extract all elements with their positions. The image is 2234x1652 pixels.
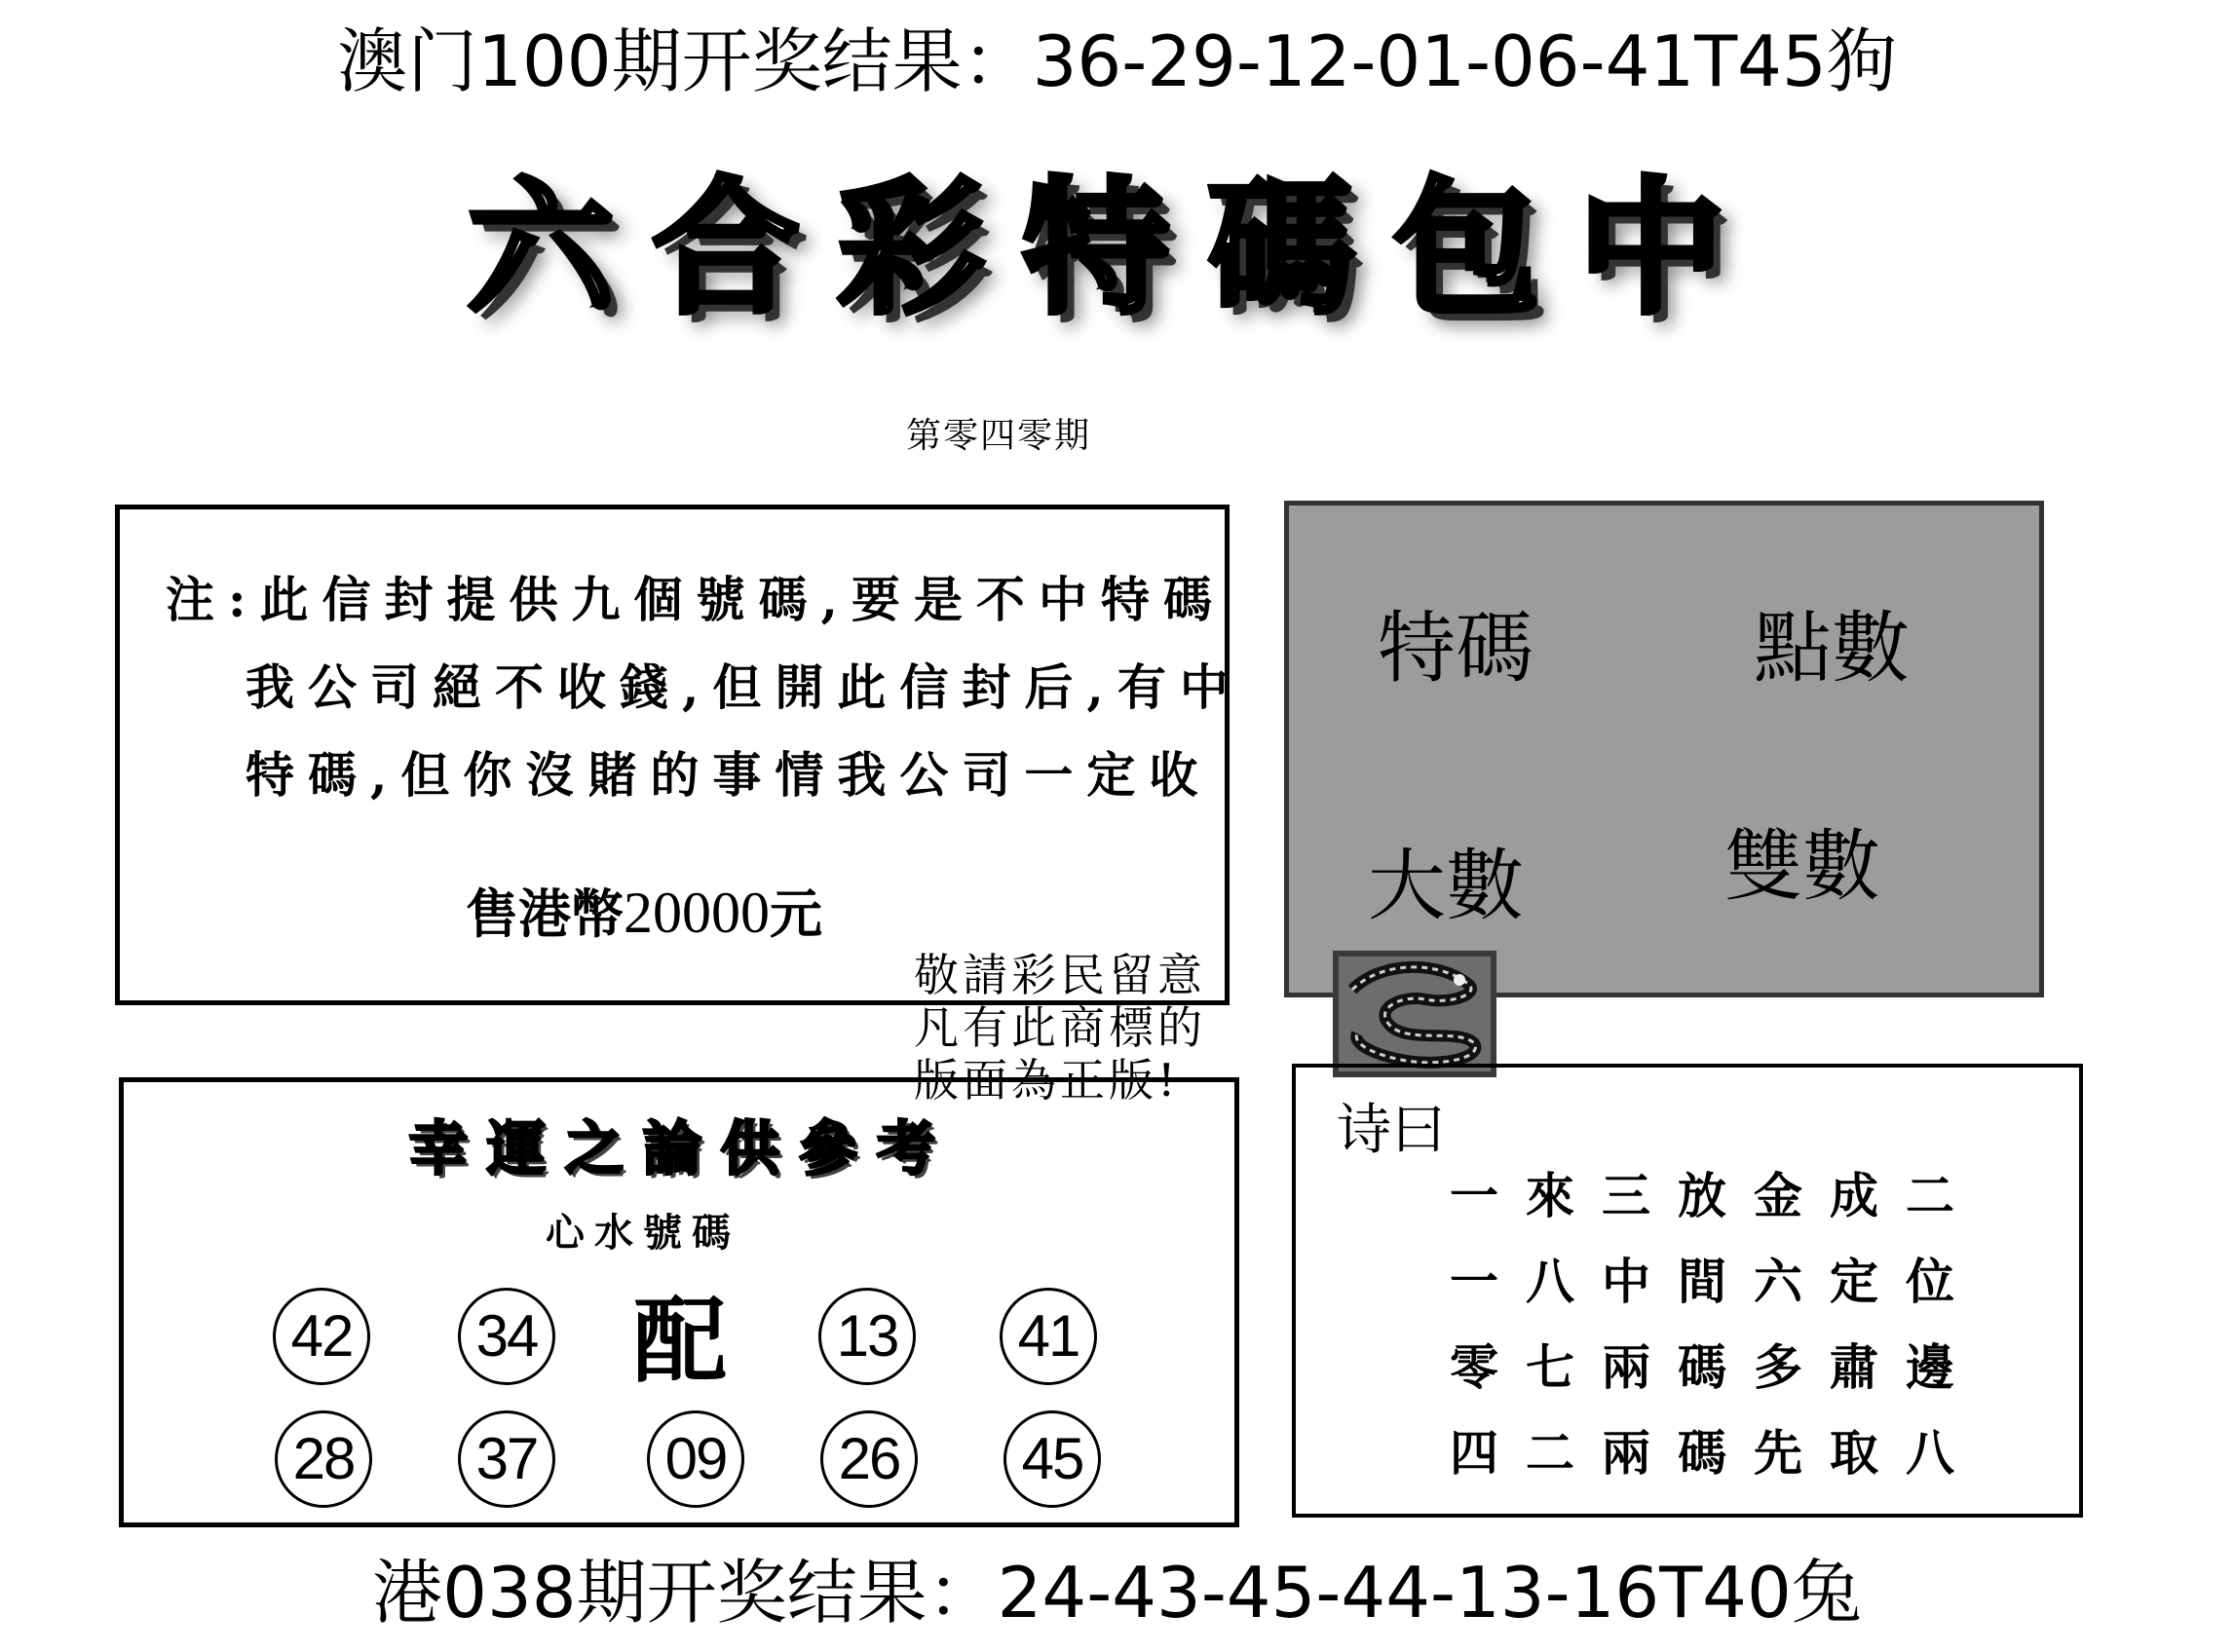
top-draw-result: 澳门100期开奖结果：36-29-12-01-06-41T45狗 <box>337 20 1897 102</box>
notice-line: 注:此信封提供九個號碼,要是不中特碼 <box>166 571 1226 628</box>
price-prefix: 售港幣 <box>466 882 624 945</box>
lucky-number: 41 <box>1000 1288 1097 1385</box>
lucky-number: 42 <box>273 1288 370 1385</box>
attention-note-line: 敬請彩民留意 <box>914 949 1206 1001</box>
poem-line: 零七兩碼多肅邊 <box>1450 1338 1982 1396</box>
lucky-number: 45 <box>1003 1410 1101 1508</box>
lucky-number: 34 <box>458 1288 555 1385</box>
feature-even-number: 雙數 <box>1724 821 1880 912</box>
poem-line: 一八中間六定位 <box>1450 1253 1982 1310</box>
lucky-number: 09 <box>647 1410 744 1508</box>
notice-line: 我公司絕不收錢,但開此信封后,有中 <box>246 658 1242 716</box>
trademark-logo <box>1333 951 1496 1077</box>
lucky-number: 26 <box>820 1410 918 1508</box>
feature-points: 點數 <box>1754 603 1910 694</box>
poem-line: 一來三放金成二 <box>1450 1167 1982 1224</box>
attention-note-line: 版面為正版! <box>914 1054 1180 1107</box>
lucky-number: 28 <box>275 1410 372 1508</box>
price-line <box>466 879 822 948</box>
price-value: 20000 <box>624 881 770 945</box>
attention-note-line: 凡有此商標的 <box>914 1001 1206 1054</box>
feature-big-number: 大數 <box>1368 841 1524 931</box>
lucky-subtitle: 心水號碼 <box>546 1210 740 1256</box>
price-suffix: 元 <box>770 882 822 945</box>
lucky-number: 13 <box>818 1288 916 1385</box>
notice-line: 特碼,但你沒賭的事情我公司一定收 <box>246 746 1212 804</box>
lucky-title: 幸運之論供參考 <box>409 1115 955 1183</box>
lucky-number: 37 <box>458 1410 555 1508</box>
pair-character: 配 <box>633 1286 727 1396</box>
main-title: 六合彩特碼包中 <box>468 163 1764 334</box>
bottom-draw-result: 港038期开奖结果：24-43-45-44-13-16T40兔 <box>372 1552 1862 1633</box>
poem-line: 四二兩碼先取八 <box>1450 1424 1982 1482</box>
feature-special-number: 特碼 <box>1378 603 1534 694</box>
poem-heading: 诗曰 <box>1337 1099 1446 1162</box>
issue-label: 第零四零期 <box>906 416 1092 456</box>
